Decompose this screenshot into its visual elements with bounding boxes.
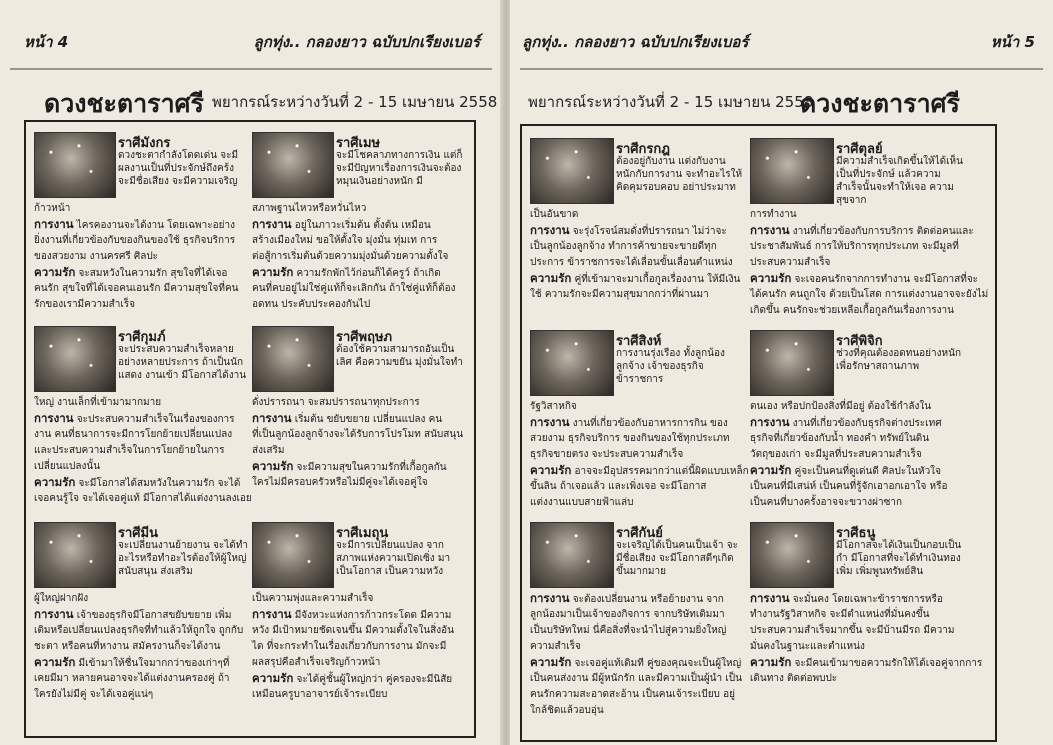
body-line [530, 208, 744, 221]
page-number: หน้า 5 [990, 33, 1035, 51]
forecast-text: ส่งเสริม [252, 445, 285, 456]
body-line [750, 624, 964, 637]
forecast-text: คู่ที่เข้ามาจะมาเกื้อกูลเรื่องงาน ให้มีเงิน [571, 274, 741, 285]
sign-intro: มีความสำเร็จเกิดขึ้นให้ได้เห็นเป็นที่ประจักษ์ แล้วความสำเร็จนั้นจะทำให้เจอ ความสุขจาก [836, 156, 963, 206]
forecast-label: การงาน [34, 411, 74, 425]
body-line [750, 608, 964, 621]
body-line [34, 282, 248, 295]
forecast-text: จะเจอคนรักจากการทำงาน จะมีโอกาสที่จะ [791, 274, 979, 285]
forecast-line [252, 608, 466, 622]
body-line [34, 444, 248, 457]
gemini-icon [252, 522, 334, 588]
forecast-label: การงาน [750, 223, 790, 237]
forecast-text: งานที่เกี่ยวข้องกับอาหารการกิน ของ [569, 418, 728, 429]
forecast-text: เริ่มต้น ขยับขยาย เปลี่ยนแปลง คน [291, 414, 443, 425]
capricorn-icon [34, 132, 116, 198]
forecast-label: การงาน [530, 591, 570, 605]
forecast-text: สวยงาม ธุรกิจบริการ ของกินของใช้ทุกประเภท [530, 433, 730, 444]
forecast-text: คนรักความสะอาดสะอ้าน เป็นคนเจ้าระเบียบ อยู่ [530, 689, 735, 700]
sign-block [252, 326, 466, 514]
forecast-label: การงาน [530, 223, 570, 237]
forecast-text: ประสบความสำเร็จ [750, 257, 831, 268]
forecast-label: ความรัก [530, 463, 572, 477]
forecast-text: เป็นคนส่งงาน มีผู้หนักรัก และมีความเป็นผู้นำ เป็น [530, 673, 742, 684]
forecast-text: งาน คนที่ธนาการจะมีการโยกย้ายเปลี่ยนแปลง [34, 429, 233, 440]
forecast-text: สภาพฐานไหวหรือหวั่นไหว [252, 203, 367, 214]
forecast-line [750, 416, 964, 430]
forecast-line [530, 656, 744, 670]
body-line [252, 396, 466, 409]
forecast-label: การงาน [750, 415, 790, 429]
body-line [252, 688, 466, 701]
sign-name: ราศีเมษ [336, 136, 381, 151]
forecast-label: การงาน [252, 217, 292, 231]
divider [10, 68, 492, 70]
forecast-line [530, 592, 744, 606]
forecast-text: มีจังหวะแห่งการก้าวกระโดด มีความ [291, 610, 452, 621]
forecast-label: การงาน [750, 591, 790, 605]
forecast-text: ประสบความสำเร็จมากขึ้น จะมีบ้านมีรถ มีความ [750, 625, 955, 636]
body-line [252, 624, 466, 637]
body-line [34, 460, 248, 473]
scorpio-icon [750, 330, 834, 396]
forecast-text: ตนเอง หรือปกป้องสิ่งที่มีอยู่ ต้องใช้กำลังใน [750, 401, 932, 412]
body-line [34, 492, 252, 505]
forecast-label: การงาน [34, 217, 74, 231]
body-line [750, 496, 964, 509]
forecast-label: ความรัก [34, 475, 76, 489]
body-line [530, 256, 744, 269]
forecast-text: จะรุ่งโรจน์สมดั่งที่ปรารถนา ไม่ว่าจะ [569, 226, 727, 237]
sign-name: ราศีเมถุน [336, 526, 389, 541]
forecast-text: งานที่เกี่ยวข้องกับธุรกิจต่างประเทศ [789, 418, 942, 429]
sign-block [530, 330, 749, 518]
forecast-line [530, 272, 744, 286]
forecast-text: ใครยังไม่มีคู่ จะได้เจอคู่แน่ๆ [34, 689, 154, 700]
section-subtitle: พยากรณ์ระหว่างวันที่ 2 - 15 เมษายน 2558 [212, 93, 498, 111]
forecast-label: ความรัก [34, 655, 76, 669]
forecast-line [34, 218, 248, 232]
forecast-text: คนรัก สุขใจที่ได้เจอคนเอนรัก มีความสุขใจที่คน [34, 283, 239, 294]
aries-icon [252, 132, 334, 198]
forecast-text: จะมีโอกาสได้สมหวังในความรัก จะได้ [75, 478, 241, 489]
forecast-label: ความรัก [750, 271, 792, 285]
forecast-text: ดั่งปรารถนา จะสมปรารถนาทุกประการ [252, 397, 420, 408]
forecast-label: ความรัก [530, 655, 572, 669]
forecast-text: ทำงานรัฐวิสาหกิจ จะมีตำแหน่งที่มั่นคงขึ้น [750, 609, 930, 620]
forecast-text: เหมือนครูบาอาจารย์เจ้าระเบียบ [252, 689, 388, 700]
forecast-line [252, 412, 466, 426]
sign-name: ราศีกุมภ์ [118, 330, 166, 345]
sign-name: ราศีกรกฎ [616, 142, 670, 157]
forecast-label: ความรัก [750, 655, 792, 669]
forecast-text: เจ้าของธุรกิจมีโอกาสขยับขยาย เพิ่ม [73, 610, 232, 621]
body-line [252, 656, 466, 669]
sign-intro: ต้องอยู่กับงาน แต่งกับงาน หนักกับการงาน จะทำอะไรให้คิดคุมรอบคอบ อย่าประมาท [616, 156, 743, 193]
forecast-label: ความรัก [750, 463, 792, 477]
left-page [0, 0, 502, 745]
forecast-label: ความรัก [252, 671, 294, 685]
body-line [530, 688, 744, 701]
forecast-text: จะมีคนเข้ามาขอความรักให้ได้เจอคู่จากการ [791, 658, 983, 669]
sign-name: ราศีตุลย์ [836, 142, 883, 157]
sign-name: ราศีกันย์ [616, 526, 663, 541]
forecast-text: เจอคนรู้ใจ จะได้เจอคู่แท้ มีโอกาสได้แต่งงานลงเอย [34, 493, 252, 504]
body-line [34, 688, 248, 701]
section-title: ดวงชะตาราศรี [44, 89, 204, 118]
forecast-label: การงาน [252, 411, 292, 425]
forecast-text: วัตถุของเก่า จะมีมูลที่ประสบความสำเร็จ [750, 449, 922, 460]
sign-intro: จะมีการเปลี่ยนแปลง จากสภาพแห่งความเปิดเซิ่ง มาเป็นโอกาส เป็นความหวัง [336, 540, 451, 577]
forecast-text: งานที่เกี่ยวข้องกับการบริการ ติดต่อคนและ [789, 226, 974, 237]
forecast-text: ก้าวหน้า [34, 203, 71, 214]
sign-block [252, 132, 466, 320]
sign-name: ราศีพฤษภ [336, 330, 393, 345]
sign-intro: ดวงชะตากำลังโดดเด่น จะมีผลงานเป็นที่ประจักษ์ถึงคร้ง จะมีชื่อเสียง จะมีความเจริญ [118, 150, 239, 187]
sign-block [34, 522, 248, 710]
sign-block [750, 522, 983, 710]
forecast-text: สร้างเมืองใหม่ ขอให้ตั้งใจ มุ่งมั่น ทุ่มเท การ [252, 235, 438, 246]
sign-intro: จะประสบความสำเร็จหลายอย่างหลายประการ ถ้าเป็นนักแสดง งานเข้า มีโอกาสได้งาน [118, 344, 247, 381]
forecast-text: อดทน ประคับประคองกันไป [252, 299, 371, 310]
running-header: ลูกทุ่ง.. กลองยาว ฉบับปกเรียงเบอร์ [522, 33, 749, 51]
forecast-text: จะสมหวังในความรัก สุขใจที่ได้เจอ [75, 268, 228, 279]
forecast-line [34, 476, 248, 490]
body-line [252, 282, 466, 295]
body-line [34, 624, 248, 637]
forecast-text: อยู่ในภาวะเริ่มต้น ตั้งต้น เหมือน [291, 220, 431, 231]
body-line [750, 256, 964, 269]
body-line [530, 432, 744, 445]
page-number: หน้า 4 [24, 33, 69, 51]
pisces-icon [34, 522, 116, 588]
body-line [252, 428, 466, 441]
forecast-text: จะมั่นคง โดยเฉพาะข้าราชการหรือ [789, 594, 943, 605]
forecast-line [252, 266, 466, 280]
forecast-text: เคยมีมา หลายคนอาจจะได้แต่งงานครองคู่ ถ้า [34, 673, 230, 684]
body-line [530, 240, 744, 253]
body-line [252, 592, 466, 605]
body-line [750, 448, 964, 461]
forecast-text: เป็นคนที่บางครั้งอาจจะขวางผ่าซาก [750, 497, 903, 508]
forecast-text: ผู้ใหญ่ฝากฝัง [34, 593, 89, 604]
forecast-text: คู่จะเป็นคนที่ดูเด่นดี ศิลปะในหัวใจ [791, 466, 941, 477]
forecast-text: ธุรกิจขายตรง จะประสบความสำเร็จ [530, 449, 684, 460]
forecast-line [252, 460, 466, 474]
body-line [530, 672, 744, 685]
body-line [750, 672, 964, 685]
sign-block [530, 522, 744, 716]
forecast-text: แต่งงานแบบสายฟ้าแล่บ [530, 497, 634, 508]
forecast-text: จะได้คู่ชั้นผู้ใหญ่กว่า คู่ครองจะมีนิสัย [293, 674, 453, 685]
body-line [34, 428, 248, 441]
body-line [252, 202, 466, 215]
forecast-label: การงาน [34, 607, 74, 621]
sign-intro: จะเปลี่ยนงานย้ายงาน จะได้ทำอะไรหรือทำอะไรต้องให้ผู้ใหญ่สนับสนุน ส่งเสริม [118, 540, 248, 577]
forecast-text: อาจจะมีอุปสรรคมากว่าแต่นี้ผิดแบบเหล็ก [571, 466, 749, 477]
virgo-icon [530, 522, 614, 588]
body-line [530, 496, 744, 509]
forecast-text: ได ที่จะกระทำในเรื่องเกี่ยวกับการงาน มักจะมี [252, 641, 447, 652]
forecast-label: ความรัก [530, 271, 572, 285]
forecast-text: ไครคองานจะได้งาน โดยเฉพาะอย่าง [73, 220, 235, 231]
forecast-text: เติมหรือเปลี่ยนแปลงธุรกิจที่ทำแล้วให้ถูกใจ ถูกกับ [34, 625, 244, 636]
body-line [530, 400, 744, 413]
sign-block [34, 132, 248, 320]
leo-icon [530, 330, 614, 396]
forecast-text: เป็นลูกน้องลูกจ้าง ทำการค้าขายจะขายดีทุก [530, 241, 717, 252]
body-line [530, 480, 744, 493]
body-line [750, 432, 964, 445]
sign-intro: จะมีโชคลาภทางการเงิน แต่ก็จะมีปัญหาเรื่องการเงินจะต้องหมุนเงินอย่างหนัก มี [336, 150, 463, 187]
forecast-text: ลูกน้องมาเป็นเจ้าของกิจการ จากบริษัทเดิมมา [530, 609, 725, 620]
forecast-text: ขึ้นลิน ถ้าเจอแล้ว และเพิ่งเจอ จะมีโอกาส [530, 481, 707, 492]
forecast-text: มีเข้ามาให้ชื่นใจมากกว่าของเก่าๆที่ [75, 658, 230, 669]
forecast-text: เปลี่ยนแปลงนั้น [34, 461, 101, 472]
forecast-text: ใช้ ความรักจะมีความสุขมากกว่าที่ผ่านมา [530, 289, 709, 300]
body-line [530, 704, 744, 717]
body-line [750, 480, 964, 493]
sign-name: ราศีมังกร [118, 136, 171, 151]
forecast-text: เป็นความพุ่งและความสำเร็จ [252, 593, 374, 604]
sagittarius-icon [750, 522, 834, 588]
forecast-text: ใหญ่ งานเล็กที่เข้ามามากมาย [34, 397, 162, 408]
forecast-line [750, 592, 964, 606]
forecast-line [750, 223, 974, 238]
forecast-line [750, 271, 979, 286]
forecast-text: เป็นบริษัทใหม่ นี่คือสิ่งที่จะนำไปสู่ความยิ่งใหญ่ [530, 625, 727, 636]
body-line [34, 234, 248, 247]
sign-intro: ต้องใช้ความสามารถอันเป็นเลิศ คือความขยัน มุ่งมั่นใจทำ [336, 344, 463, 368]
forecast-line [252, 672, 466, 686]
body-line [750, 240, 964, 253]
body-line [750, 288, 989, 301]
body-line [252, 298, 466, 311]
forecast-text: การทำงาน [750, 209, 797, 220]
body-line [34, 640, 248, 653]
forecast-text: ผลสรุปคือสำเร็จเจริญก้าวหน้า [252, 657, 381, 668]
forecast-text: ประการ ข้าราชการจะได้เลื่อนขั้นเลื่อนตำแหน่ง [530, 257, 733, 268]
forecast-text: ต่อสู้การเริ่มต้นด้วยความมุ่งมั่นด้วยความตั้งใจ [252, 251, 449, 262]
body-line [750, 640, 964, 653]
body-line [530, 624, 744, 637]
sign-name: ราศีพิจิก [836, 334, 883, 349]
forecast-text: ของสวยงาม งานครศรี ศิลปะ [34, 251, 159, 262]
body-line [34, 672, 248, 685]
forecast-text: ประชาสัมพันธ์ การให้บริการทุกประเภท จะมีมูลที่ [750, 241, 959, 252]
forecast-label: การงาน [252, 607, 292, 621]
sign-intro: การงานรุ่งเรือง ทั้งลูกน้อง ลูกจ้าง เจ้าของธุรกิจ ข้าราชการ [616, 348, 725, 385]
libra-icon [750, 138, 834, 204]
forecast-text: ความรักพักไว้ก่อนก็ได้ครูว์ ถ้าเกิด [293, 268, 441, 279]
forecast-text: ใกล้ชิดแล้วอบอุ่น [530, 705, 604, 716]
sign-intro: ช่วงที่คุณต้องอดทนอย่างหนักเพื่อรักษาสถานภาพ [836, 348, 961, 372]
forecast-label: ความรัก [252, 459, 294, 473]
body-line [530, 608, 744, 621]
forecast-label: ความรัก [34, 265, 76, 279]
body-line [252, 640, 466, 653]
forecast-text: จะเจอคู่แท้เดิมที คู่ของคุณจะเป็นผู้ใหญ่ [571, 658, 742, 669]
forecast-text: ความสำเร็จ [530, 641, 581, 652]
body-line [252, 476, 466, 489]
running-header: ลูกทุ่ง.. กลองยาว ฉบับปกเรียงเบอร์ [253, 33, 480, 51]
forecast-label: การงาน [530, 415, 570, 429]
body-line [34, 250, 248, 263]
sign-name: ราศีมีน [118, 526, 158, 541]
forecast-label: ความรัก [252, 265, 294, 279]
forecast-text: รักของเรามีความสำเร็จ [34, 299, 136, 310]
forecast-line [34, 266, 248, 280]
forecast-text: รัฐวิสาหกิจ [530, 401, 577, 412]
forecast-line [530, 224, 744, 238]
forecast-text: และประสบความสำเร็จในการโยกย้ายในการ [34, 445, 225, 456]
sign-name: ราศีสิงห์ [616, 334, 662, 349]
body-line [750, 304, 964, 317]
aquarius-icon [34, 326, 116, 392]
forecast-text: ธุรกิจที่เกี่ยวข้องกับน้ำ ทองคำ ทรัพย์ในดิน [750, 433, 930, 444]
sign-intro: จะเจริญได้เป็นคนเป็นเจ้า จะมีชื่อเสียง จะมีโอกาสดีๆเกิดขึ้นมากมาย [616, 540, 738, 577]
forecast-text: หวัง มีเป้าหมายชัดเจนขึ้น มีความตั้งใจในสิ่งอัน [252, 625, 454, 636]
forecast-line [34, 656, 248, 670]
forecast-text: คนที่คบอยู่ไม่ใช่คู่แท้ก็จะเลิกกัน ถ้าใช่คู่แท้ก็ต้อง [252, 283, 456, 294]
forecast-line [750, 655, 983, 670]
body-line [530, 448, 744, 461]
forecast-text: ได้คนรัก คนถูกใจ ด้วยเป็นโสด การแต่งงานอาจจะยังไม่ [750, 289, 989, 300]
forecast-text: ใครไม่มีครอบครัวหรือไม่มีคู่จะได้เจอคู่ใจ [252, 477, 428, 488]
divider [520, 68, 1043, 70]
forecast-text: จะต้องเปลี่ยนงาน หรือย้ายงาน จาก [569, 594, 724, 605]
body-line [252, 250, 466, 263]
taurus-icon [252, 326, 334, 392]
forecast-text: เป็นอันขาด [530, 209, 579, 220]
cancer-icon [530, 138, 614, 204]
body-line [34, 396, 248, 409]
body-line [252, 234, 466, 247]
forecast-text: จะประสบความสำเร็จในเรื่องของการ [73, 414, 235, 425]
body-line [750, 208, 964, 221]
forecast-line [530, 416, 744, 430]
sign-block [252, 522, 466, 710]
body-line [530, 640, 744, 653]
forecast-text: ที่เป็นลูกน้องลูกจ้างจะได้รับการโปรโมท สนับสนุน [252, 429, 464, 440]
forecast-text: จะมีความสุขในความรักที่เกื้อกูลกัน [293, 462, 447, 473]
section-subtitle: พยากรณ์ระหว่างวันที่ 2 - 15 เมษายน 2558 [528, 93, 814, 111]
forecast-text: มั่นคงในฐานะและตำแหน่ง [750, 641, 865, 652]
forecast-line [750, 464, 964, 478]
forecast-text: ชะตา หรือคนที่หางาน สมัครงานก็จะได้งาน [34, 641, 221, 652]
forecast-text: เดินทาง ติดต่อพบปะ [750, 673, 838, 684]
sign-block [750, 330, 964, 518]
forecast-line [34, 412, 248, 426]
forecast-line [530, 463, 749, 478]
body-line [34, 202, 248, 215]
sign-block [750, 138, 989, 326]
body-line [34, 298, 248, 311]
section-title: ดวงชะตาราศรี [800, 89, 960, 118]
forecast-text: ยิ่งงานที่เกี่ยวข้องกับของกินของใช้ ธุรกิจบริการ [34, 235, 236, 246]
body-line [750, 400, 964, 413]
sign-intro: มีโอกาสจะได้เงินเป็นกอบเป็นกำ มีโอกาสที่จะได้ทำเงินทองเพิ่ม เพิ่มพูนทรัพย์สิน [836, 540, 962, 577]
body-line [252, 444, 466, 457]
sign-block [34, 326, 252, 514]
body-line [530, 288, 744, 301]
body-line [34, 592, 248, 605]
forecast-text: เป็นคนที่มีเสน่ห์ เป็นคนที่รู้จักเอาอกเอาใจ หรือ [750, 481, 948, 492]
sign-name: ราศีธนู [836, 526, 876, 541]
forecast-line [252, 218, 466, 232]
right-page [510, 0, 1053, 745]
forecast-line [34, 608, 248, 622]
forecast-text: เกิดขึ้น คนรักจะช่วยเหลือเกื้อกูลกันเรื่องการงาน [750, 305, 955, 316]
sign-block [530, 138, 744, 326]
